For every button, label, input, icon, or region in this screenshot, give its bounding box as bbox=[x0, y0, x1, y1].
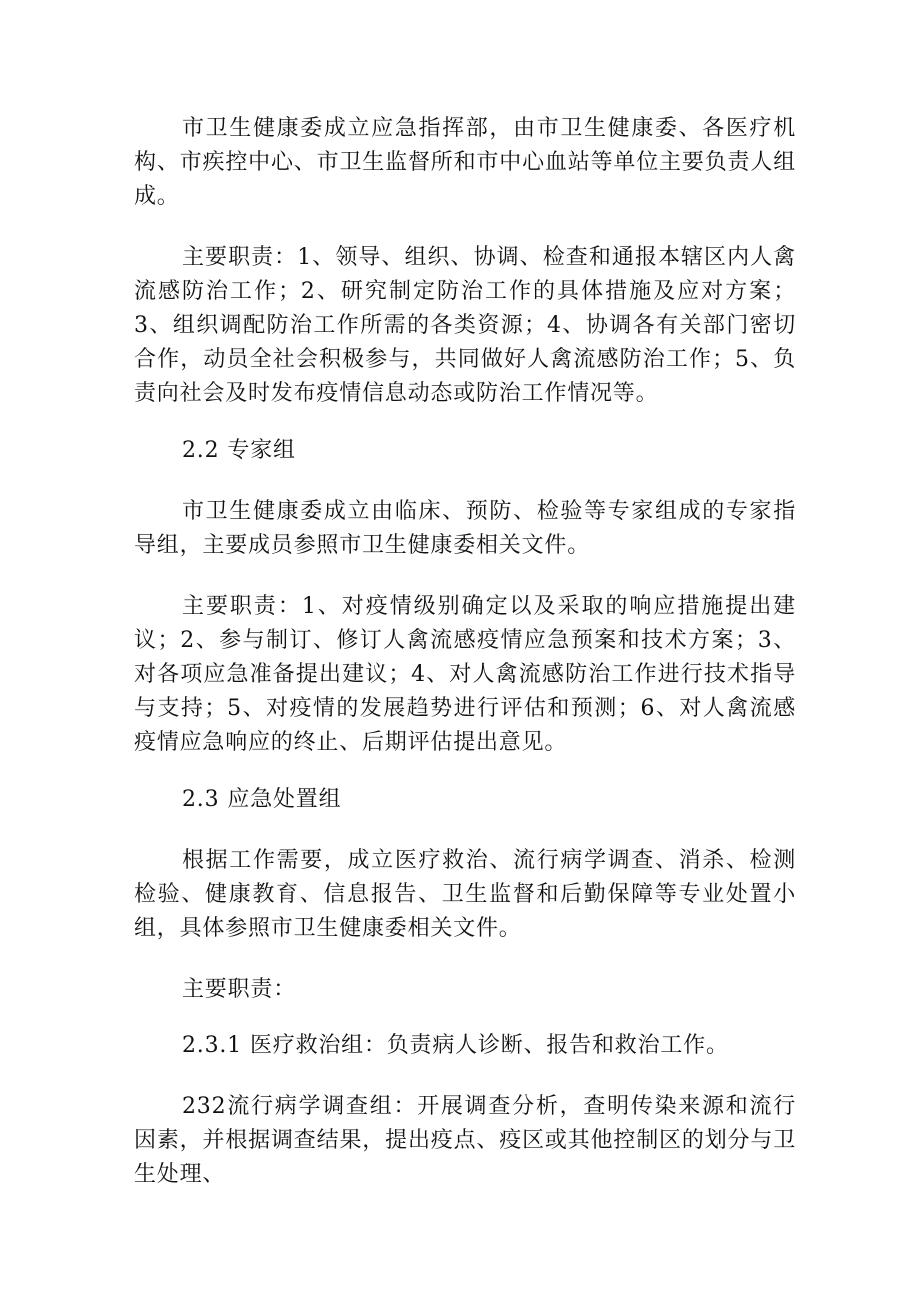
item-text: 医疗救治组：负责病人诊断、报告和救治工作。 bbox=[249, 1033, 729, 1058]
item-text: 流行病学调查组：开展调查分析，查明传染来源和流行因素，并根据调查结果，提出疫点、疫区或其他控制区的划分与卫生处理、 bbox=[134, 1094, 796, 1187]
spacer bbox=[134, 1063, 796, 1090]
section-number: 2.3 bbox=[182, 787, 220, 812]
paragraph-main-duties-label: 主要职责： bbox=[182, 977, 297, 1002]
paragraph-emergency-group: 根据工作需要，成立医疗救治、流行病学调查、消杀、检测检验、健康教育、信息报告、卫生监督和后勤保障等专业处置小组，具体参照市卫生健康委相关文件。 bbox=[134, 848, 796, 941]
spacer bbox=[134, 1007, 796, 1029]
item-epidemiology bbox=[134, 1090, 796, 1192]
section-heading-emergency-group bbox=[134, 783, 796, 817]
paragraph-command-headquarters: 市卫生健康委成立应急指挥部，由市卫生健康委、各医疗机构、市疾控中心、市卫生监督所和市中心血站等单位主要负责人组成。 bbox=[134, 116, 796, 209]
paragraph-headquarters-duties: 主要职责：1、领导、组织、协调、检查和通报本辖区内人禽流感防治工作；2、研究制定防治工作的具体措施及应对方案；3、组织调配防治工作所需的各类资源；4、协调各有关部门密切合作，动员全社会积极参与，共同做好人禽流感防治工作；5、负责向社会及时发布疫情信息动态或防治工作情况等。 bbox=[134, 245, 796, 406]
section-title: 应急处置组 bbox=[227, 787, 342, 812]
spacer bbox=[134, 468, 796, 495]
section-title: 专家组 bbox=[227, 438, 296, 463]
spacer bbox=[134, 760, 796, 783]
paragraph-expert-duties: 主要职责：1、对疫情级别确定以及采取的响应措施提出建议；2、参与制订、修订人禽流感疫情应急预案和技术方案；3、对各项应急准备提出建议；4、对人禽流感防治工作进行技术指导与支持；5、对疫情的发展趋势进行评估和预测；6、对人禽流感疫情应急响应的终止、后期评估提出意见。 bbox=[134, 594, 796, 755]
item-number: 232 bbox=[182, 1094, 227, 1119]
item-number: 2.3.1 bbox=[182, 1033, 242, 1058]
item-medical-treatment bbox=[134, 1029, 796, 1063]
document-body bbox=[134, 112, 796, 1192]
spacer bbox=[134, 411, 796, 434]
section-number: 2.2 bbox=[182, 438, 220, 463]
section-heading-expert-group bbox=[134, 434, 796, 468]
spacer bbox=[134, 817, 796, 844]
paragraph-expert-group: 市卫生健康委成立由临床、预防、检验等专家组成的专家指导组，主要成员参照市卫生健康委相关文件。 bbox=[134, 499, 796, 558]
